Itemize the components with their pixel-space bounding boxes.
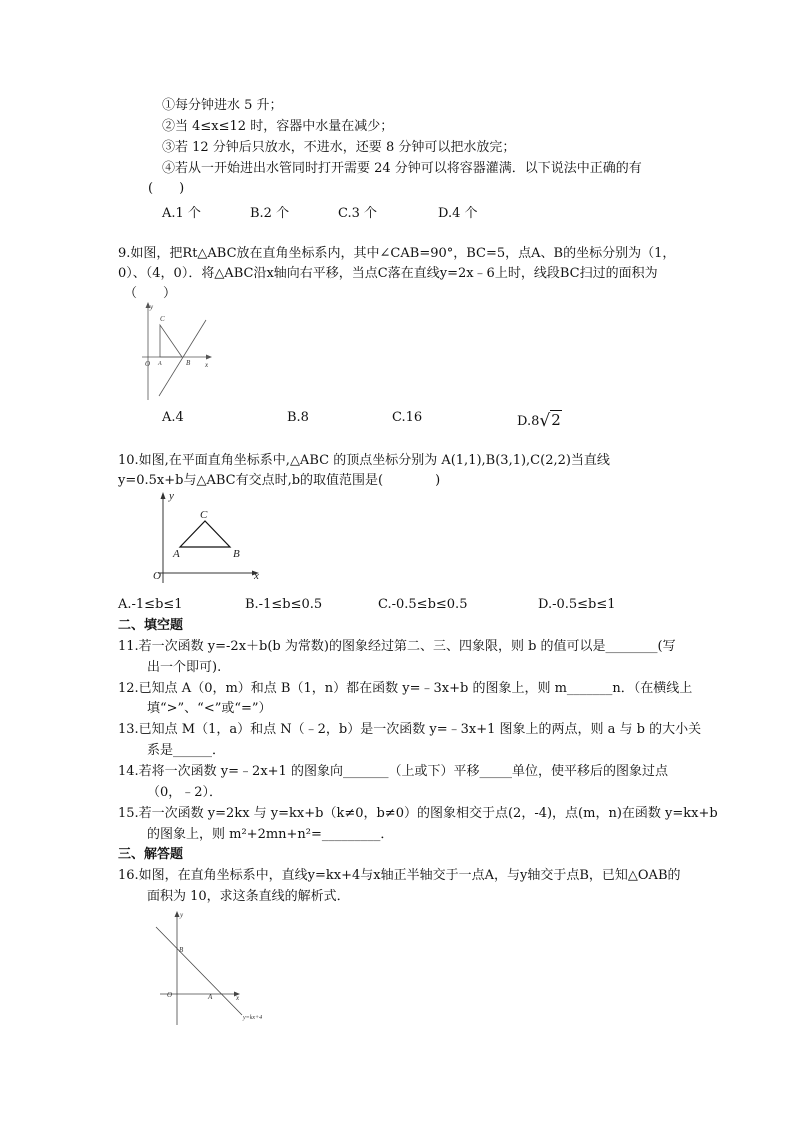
- q8-option-d: D.4 个: [438, 206, 478, 221]
- q10-option-b: B.-1≤b≤0.5: [245, 597, 323, 612]
- q15-text-line-2: 的图象上，则 m²+2mn+n²=_________．: [147, 827, 394, 842]
- q15-text-line-1: 15.若一次函数 y=2kx 与 y=kx+b（k≠0，b≠0）的图象相交于点(2，-4)，点(m，n)在函数 y=kx+b: [118, 806, 718, 821]
- q13-text-line-1: 13.已知点 M（1，a）和点 N（﹣2，b）是一次函数 y=﹣3x+1 图象上的两点，则 a 与 b 的大小关: [118, 722, 702, 737]
- q16-fig-x-label: x: [236, 994, 240, 1002]
- q10-fig-point-b: B: [233, 548, 240, 560]
- q9-figure: [140, 300, 220, 410]
- q10-fig-y-label: y: [169, 490, 174, 502]
- q11-text-line-2: 出一个即可).: [147, 660, 222, 675]
- q16-fig-point-a: A: [208, 993, 213, 1001]
- q8-statement-4: ④若从一开始进出水管同时打开需要 24 分钟可以将容器灌满．以下说法中正确的有: [162, 161, 642, 176]
- q9-fig-origin-label: O: [145, 360, 151, 368]
- q10-fig-point-a: A: [173, 548, 180, 560]
- q9-text-line-1: 9.如图，把Rt△ABC放在直角坐标系内，其中∠CAB=90°，BC=5，点A、B的坐标分别为（1，: [118, 246, 676, 261]
- q10-fig-point-c: C: [200, 509, 208, 521]
- q9-option-d-radicand: 2: [551, 411, 561, 429]
- q8-option-b: B.2 个: [250, 206, 290, 221]
- q8-statement-2: ②当 4≤x≤12 时，容器中水量在减少；: [162, 119, 394, 134]
- q10-fig-origin-label: O: [153, 570, 161, 582]
- q16-fig-point-b: B: [179, 946, 184, 954]
- q13-text-line-2: 系是______．: [147, 743, 226, 758]
- q16-fig-origin-label: O: [167, 991, 173, 999]
- q10-text-line-1: 10.如图,在平面直角坐标系中,△ABC 的顶点坐标分别为 A(1,1),B(3,1),C(2,2)当直线: [118, 453, 610, 468]
- q16-fig-y-label: y: [180, 911, 184, 919]
- q16-figure: [150, 905, 280, 1030]
- q9-option-c: C.16: [392, 410, 423, 425]
- q16-text-line-1: 16.如图，在直角坐标系中，直线y=kx+4与x轴正半轴交于一点A，与y轴交于点B，已知△OAB的: [118, 868, 681, 883]
- q9-option-d-text: D.8: [517, 414, 540, 429]
- sqrt-radical-icon: √: [539, 411, 551, 431]
- q8-option-c: C.3 个: [338, 206, 378, 221]
- q9-text-line-2: 0）、（4，0）．将△ABC沿x轴向右平移，当点C落在直线y=2x﹣6上时，线段BC扫过的面积为: [118, 266, 658, 281]
- q9-option-b: B.8: [287, 410, 309, 425]
- q10-option-c: C.-0.5≤b≤0.5: [378, 597, 468, 612]
- q8-statement-1: ①每分钟进水 5 升；: [162, 98, 283, 113]
- q9-option-d: [517, 410, 562, 430]
- q9-fig-y-label: y: [150, 303, 154, 311]
- q9-fig-x-label: x: [205, 361, 209, 369]
- q16-fig-line-label: y=kx+4: [243, 1015, 263, 1021]
- q14-text-line-2: （0，﹣2）．: [147, 785, 223, 800]
- q9-fig-point-c: C: [160, 315, 165, 323]
- q9-answer-blank: （ ）: [124, 286, 177, 301]
- q10-text-line-2: y=0.5x+b与△ABC有交点时,b的取值范围是( ): [118, 473, 441, 488]
- section-fill-in-heading: 二、填空题: [118, 618, 184, 633]
- q10-option-a: A.-1≤b≤1: [118, 597, 183, 612]
- q10-figure: [150, 487, 270, 587]
- q12-text-line-1: 12.已知点 A（0，m）和点 B（1，n）都在函数 y=﹣3x+b 的图象上，则 m_______n．（在横线上: [118, 681, 693, 696]
- q8-option-a: A.1 个: [162, 206, 201, 221]
- section-solution-heading: 三、解答题: [118, 847, 184, 862]
- q10-fig-x-label: x: [254, 570, 259, 582]
- q9-fig-point-a: A: [158, 361, 162, 367]
- q12-text-line-2: 填“>”、“<”或“=”）: [147, 701, 272, 716]
- q11-text-line-1: 11.若一次函数 y=-2x＋b(b 为常数)的图象经过第二、三、四象限，则 b 的值可以是________(写: [118, 639, 676, 654]
- q8-answer-blank: ( ): [148, 181, 185, 196]
- q10-option-d: D.-0.5≤b≤1: [538, 597, 616, 612]
- q8-statement-3: ③若 12 分钟后只放水，不进水，还要 8 分钟可以把水放完；: [162, 140, 516, 155]
- q9-option-a: A.4: [162, 410, 184, 425]
- q16-text-line-2: 面积为 10，求这条直线的解析式．: [147, 889, 350, 904]
- q14-text-line-1: 14.若将一次函数 y=﹣2x+1 的图象向_______（上或下）平移_____单位，使平移后的图象过点: [118, 764, 668, 779]
- q9-fig-point-b: B: [186, 359, 191, 367]
